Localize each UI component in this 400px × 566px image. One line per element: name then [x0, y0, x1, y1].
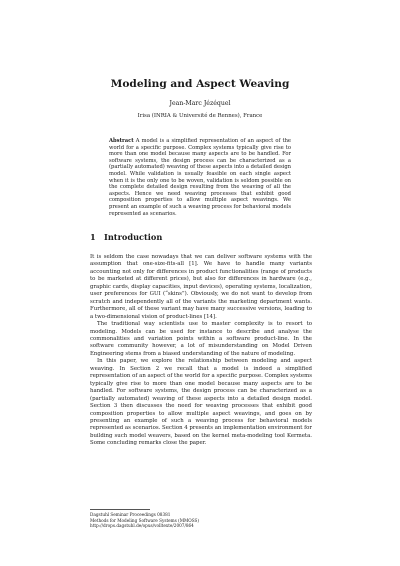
- paper-title: Modeling and Aspect Weaving: [110, 78, 290, 90]
- footer-proceedings: Dagstuhl Seminar Proceedings 08381: [90, 512, 171, 517]
- footer-url: http://drops.dagstuhl.de/opus/volltexte/2007/864: [90, 523, 194, 529]
- footer-rule: [90, 509, 150, 510]
- section-number: 1: [90, 232, 96, 242]
- paper-author: Jean-Marc Jézéquel: [169, 100, 231, 107]
- section-heading: [90, 232, 162, 242]
- section-title: Introduction: [104, 232, 163, 242]
- body-paragraph: It is seldom the case nowadays that we can deliver software systems with the assumption that one-size-fits-all [1]. We have to handle many variants accounting not only for differences in product functionalities (range of products to be marketed at different prices), but also for differences in hardware (e.g., graphic cards, display capacities, input devices), operating systems, localization, user preferences for GUI (“skins”). Obviously, we do not want to develop from scratch and independently all of the variants the marketing department wants. Furthermore, all of these variant may have many successive versions, leading to a two-dimensional vision of product-lines [14].: [90, 254, 312, 320]
- author-affiliation: Irisa (INRIA & Université de Rennes), France: [137, 113, 263, 119]
- footer-seminar: Methods for Modeling Software Systems (MMOSS): [90, 517, 200, 523]
- body-paragraph: In this paper, we explore the relationship between modeling and aspect weaving. In Section 2 we recall that a model is indeed a simplified representation of an aspect of the world for a specific purpose. Complex systems typically give rise to more than one model because many aspects are to be handled. For software systems, the design process can be characterized as a (partially automated) weaving of these aspects into a detailed design model. Section 3 then discusses the need for weaving processes that exhibit good composition properties to allow multiple aspect weavings, and goes on by presenting an example of such a weaving process for behavioral models represented as scenarios. Section 4 presents an implementation environment for building such model weavers, based on the kernel meta-modeling tool Kermeta. Some concluding remarks close the paper.: [90, 358, 312, 447]
- abstract: [109, 138, 291, 217]
- section-body: [90, 254, 312, 448]
- footer: [90, 512, 199, 529]
- abstract-text: A model is a simplified representation of an aspect of the world for a specific purpose. Complex systems typically give rise to more than one model because many aspects are to be handled. For software systems, the design process can be characterized as a (partially automated) weaving of these aspects into a detailed design model. While validation is usually feasible on each single aspect when it is the only one to be woven, validation is seldom possible on the complete detailed design resulting from the weaving of all the aspects. Hence we need weaving processes that exhibit good composition properties to allow multiple aspect weavings. We present an example of such a weaving process for behavioral models represented as scenarios.: [109, 138, 291, 217]
- abstract-label: Abstract: [109, 138, 134, 144]
- body-paragraph: The traditional way scientists use to master complexity is to resort to modeling. Models can be used for instance to describe and analyse the commonalities and variation points within a software product-line. In the software community however, a lot of misunderstanding on Model Driven Engineering stems from a biased understanding of the nature of modeling.: [90, 321, 312, 357]
